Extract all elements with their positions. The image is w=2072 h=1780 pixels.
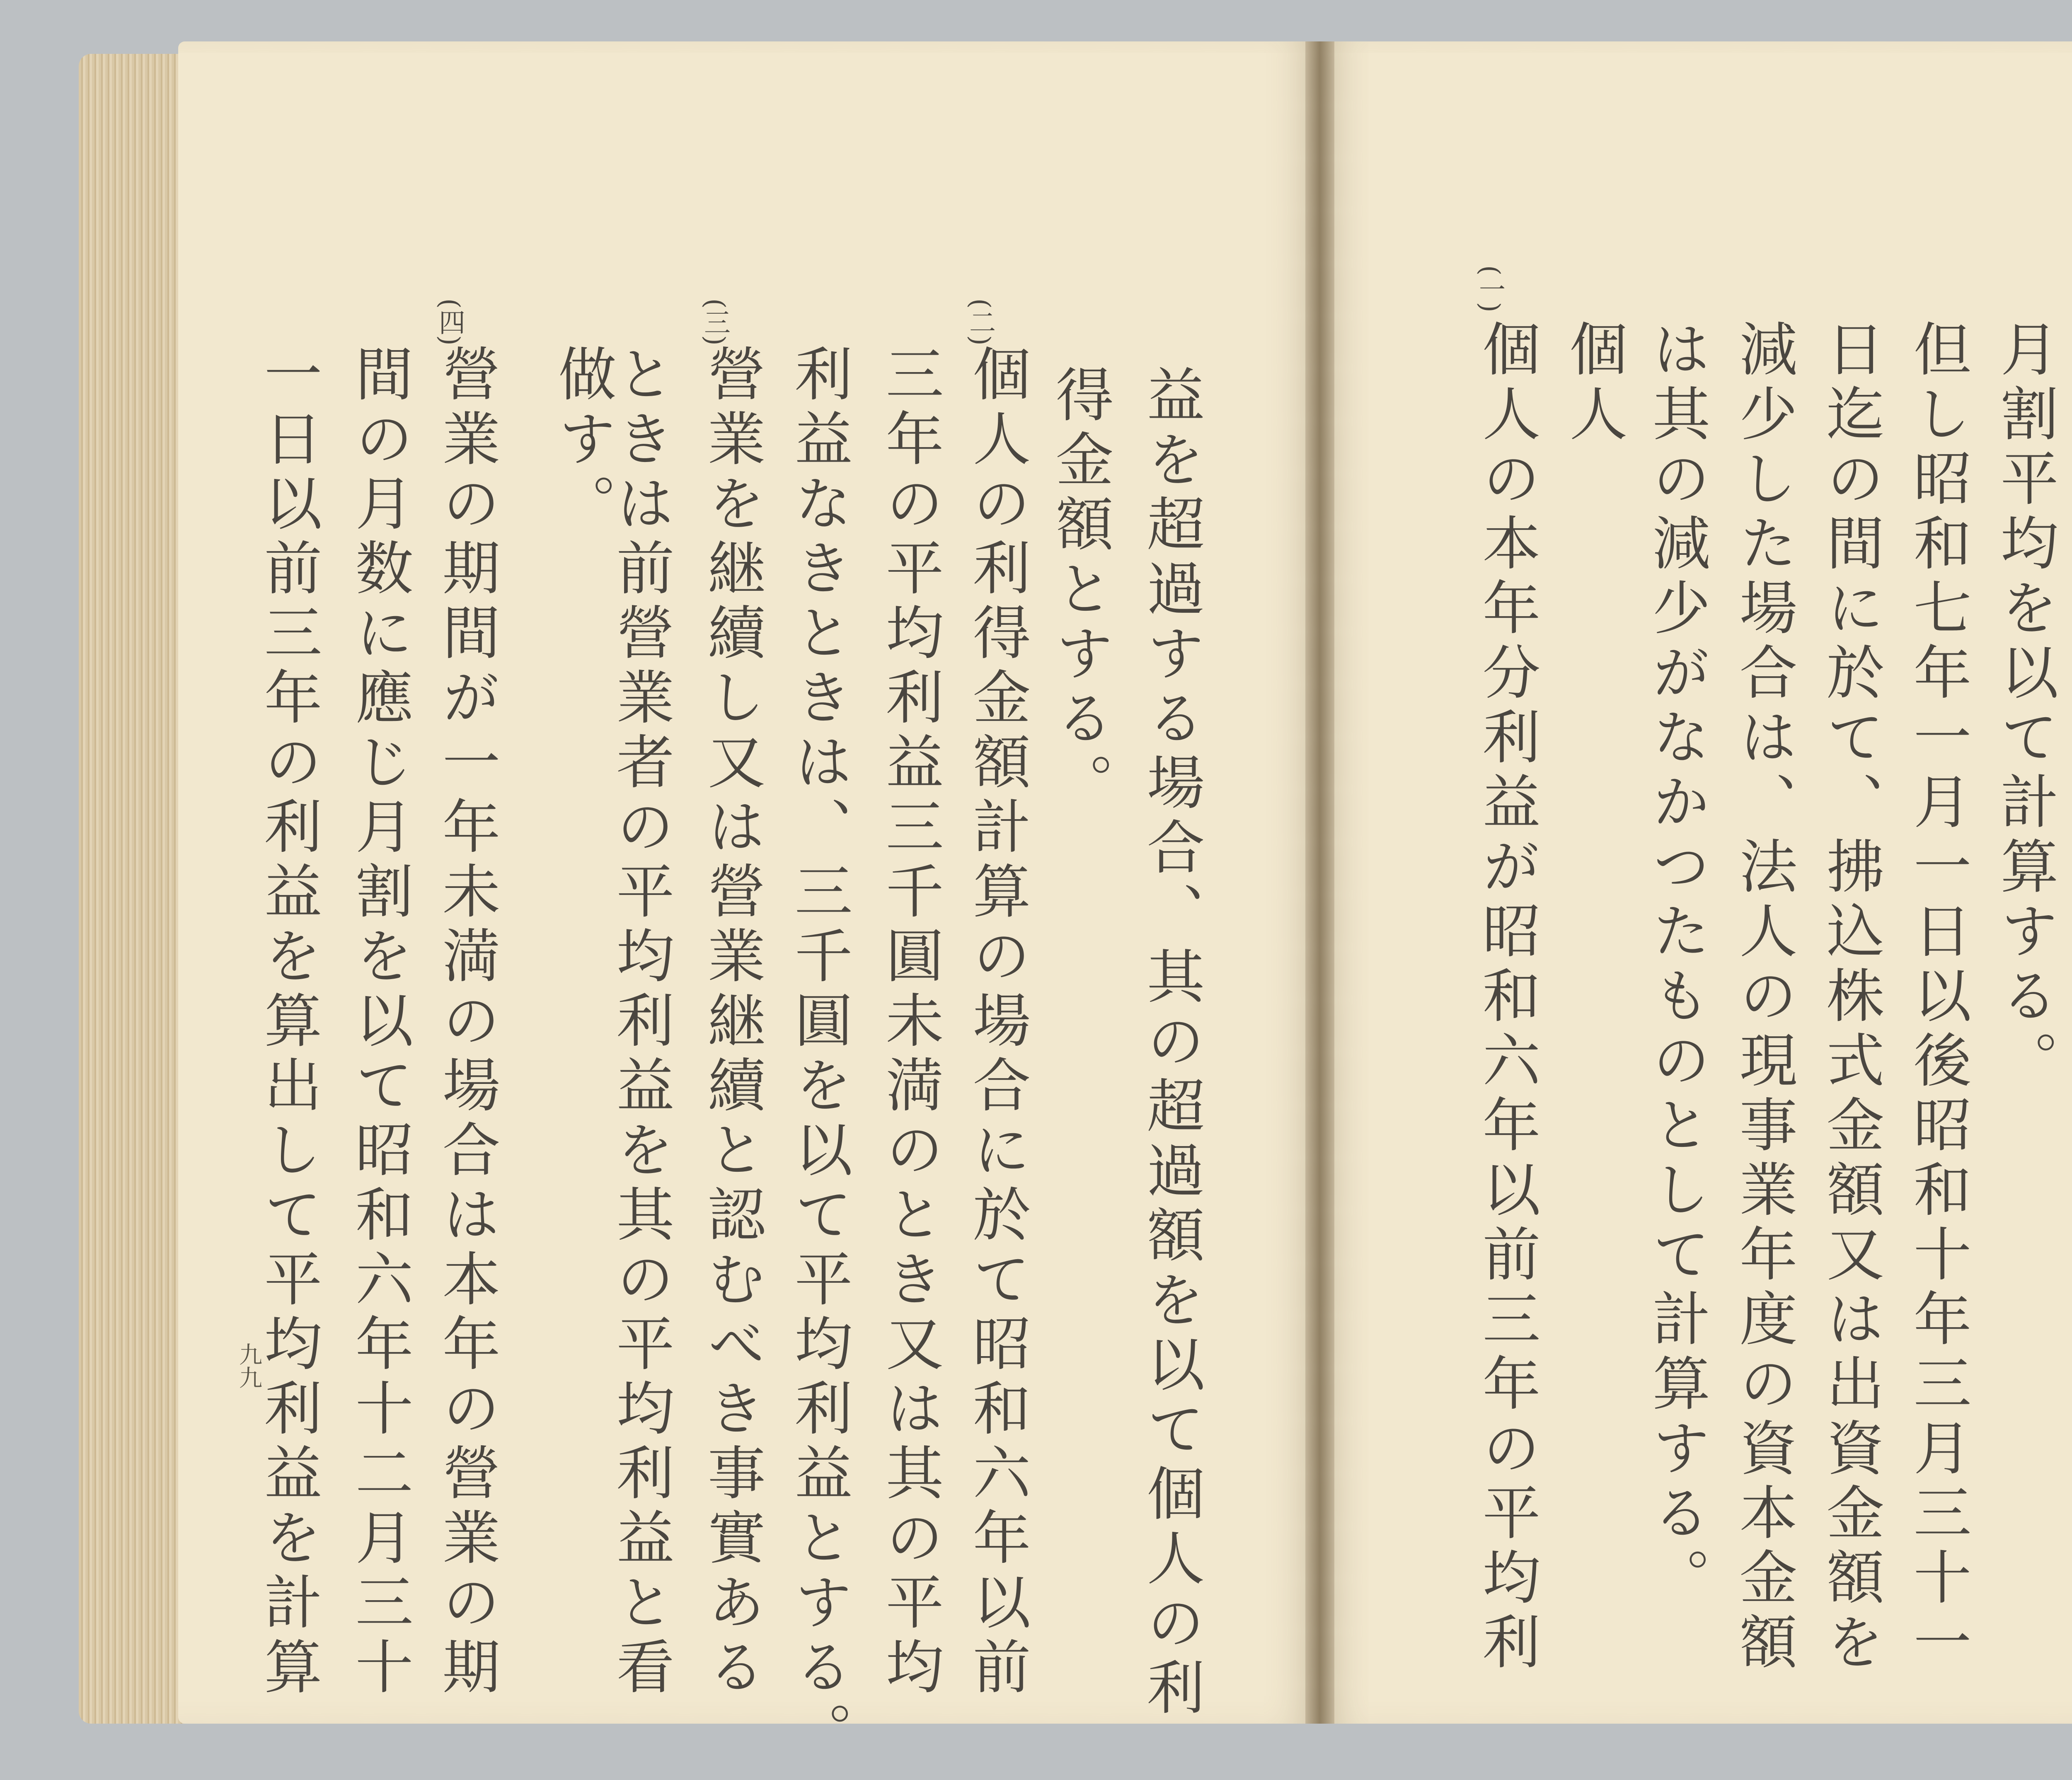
left-line-5: 利益なきときは、三千圓を以て平均利益とする。 (785, 344, 852, 1766)
left-page-edges (79, 54, 186, 1724)
left-line-7: ときは前營業者の平均利益を其の平均利益と看 (607, 344, 674, 1701)
marker-four-left: (四) (434, 298, 465, 346)
right-line-5: 月割平均を以て計算する。 (1991, 319, 2058, 1095)
marker-three: (三) (700, 298, 730, 346)
right-line-7: 日迄の間に於て、拂込株式金額又は出資金額を (1817, 319, 1884, 1676)
right-line-8: 減少した場合は、法人の現事業年度の資本金額 (1730, 319, 1797, 1676)
marker-one: (一) (1474, 265, 1505, 312)
left-line-1: 益を超過する場合、其の超過額を以て個人の利 (1137, 365, 1205, 1722)
right-line-10: 個人 (1560, 319, 1627, 448)
book-gutter (1305, 41, 1334, 1724)
left-line-2: 得金額とする。 (1046, 365, 1113, 817)
marker-two: (二) (965, 298, 995, 346)
left-page-number: 九九 (235, 1342, 262, 1389)
right-line-6: 但し昭和七年一月一日以後昭和十年三月三十一 (1904, 319, 1971, 1676)
left-line-4: 三年の平均利益三千圓未満のとき又は其の平均 (876, 344, 944, 1701)
left-line-3: 個人の利得金額計算の場合に於て昭和六年以前 (963, 344, 1031, 1701)
left-line-8: 做す。 (549, 344, 616, 538)
left-line-6: 營業を継續し又は營業継續と認むべき事實ある (698, 344, 765, 1701)
right-line-9: は其の減少がなかつたものとして計算する。 (1643, 319, 1710, 1612)
right-line-11: 個人の本年分利益が昭和六年以前三年の平均利 (1473, 319, 1540, 1676)
left-line-10: 間の月数に應じ月割を以て昭和六年十二月三十 (346, 344, 413, 1701)
left-line-11: 一日以前三年の利益を算出して平均利益を計算 (254, 344, 322, 1701)
left-line-9: 營業の期間が一年未満の場合は本年の營業の期 (433, 344, 500, 1701)
